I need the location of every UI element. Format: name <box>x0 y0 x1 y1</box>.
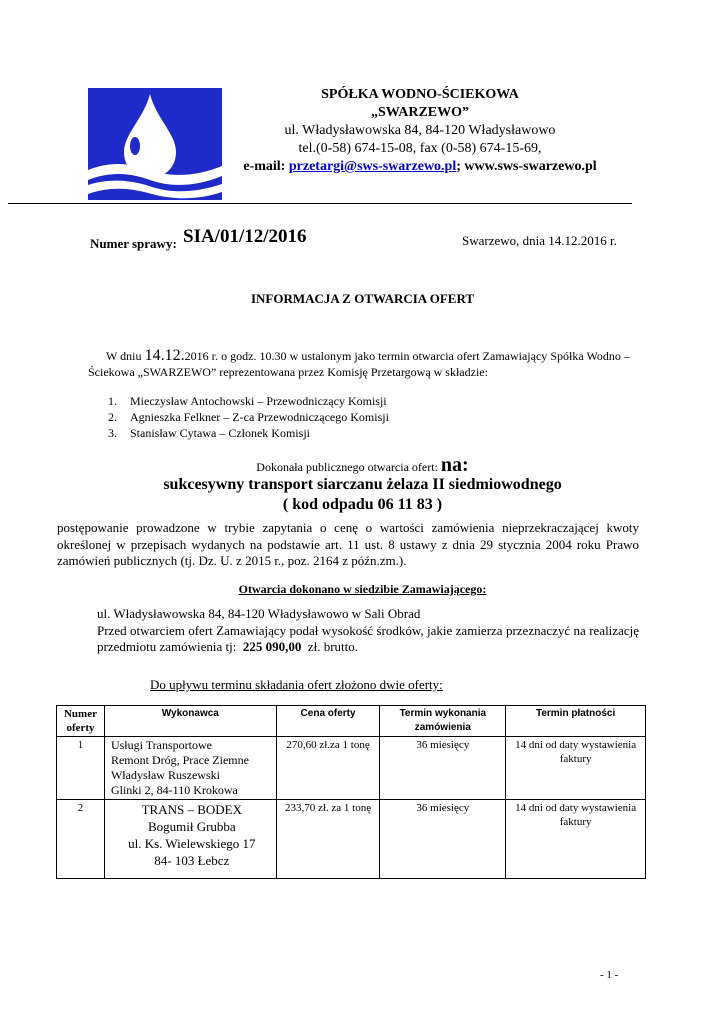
offer-contractor <box>104 737 276 800</box>
email-link[interactable]: przetargi@sws-swarzewo.pl <box>288 159 457 174</box>
offer-payment: 14 dni od daty wystawienia faktury <box>506 737 646 800</box>
header-payment: Termin płatności <box>506 706 646 737</box>
member-name: Mieczysław Antochowski – Przewodniczący Komisji <box>130 394 387 408</box>
contractor-line: Bogumił Grubba <box>147 819 236 834</box>
contractor-line: ul. Ks. Wielewskiego 17 <box>128 836 256 851</box>
offer-term: 36 miesięcy <box>380 800 506 879</box>
offer-contractor <box>104 800 276 879</box>
offer-number: 2 <box>57 800 105 879</box>
contractor-line: Usługi Transportowe <box>110 738 212 752</box>
subject-line1: sukcesywny transport siarczanu żelaza II siedmiowodnego <box>163 476 562 493</box>
table-header-row <box>57 706 646 737</box>
company-contact <box>230 158 610 176</box>
member-number: 2. <box>108 410 117 424</box>
company-line1: SPÓŁKA WODNO-ŚCIEKOWA <box>321 87 519 102</box>
member-name: Stanisław Cytawa – Członek Komisji <box>130 426 310 440</box>
subject-line2: ( kod odpadu 06 11 83 ) <box>282 496 443 513</box>
procedure-paragraph: postępowanie prowadzone w trybie zapytania o cenę o wartości zamówienia nieprzekraczającej kwoty określonej w przepisach wydanych na podstawie art. 11 ust. 8 ustawy z dnia 29 stycznia 2004 roku Prawo zamówień publicznych (tj. Dz. U. z 2015 r., poz. 2164 z późn.zm.). <box>57 520 639 568</box>
contractor-line: Remont Dróg, Prace Ziemne <box>110 753 249 767</box>
opening-statement <box>0 454 725 477</box>
member-number: 1. <box>108 394 117 408</box>
address-block <box>97 606 639 656</box>
header-divider <box>8 203 632 204</box>
offer-price: 233,70 zł. za 1 tonę <box>276 800 380 879</box>
company-logo <box>88 88 222 200</box>
company-phones: tel.(0-58) 674-15-08, fax (0-58) 674-15-69, <box>298 141 542 156</box>
budget-suffix: zł. brutto. <box>307 639 359 654</box>
list-item <box>108 393 389 409</box>
case-number: SIA/01/12/2016 <box>183 226 307 247</box>
company-line2: „SWARZEWO” <box>370 105 470 120</box>
table-row <box>57 800 646 879</box>
header-contractor: Wykonawca <box>104 706 276 737</box>
member-name: Agnieszka Felkner – Z-ca Przewodniczącego Komisji <box>130 410 389 424</box>
budget-amount: 225 090,00 <box>242 639 302 654</box>
website-link[interactable]: www.sws-swarzewo.pl <box>464 159 597 174</box>
intro-paragraph <box>88 348 630 380</box>
intro-text: 2016 r. o godz. 10.30 w ustalonym jako termin otwarcia ofert Zamawiający Spółka Wodno – Ściekowa „SWARZEWO” reprezentowana przez Komisję Przetargową w składzie: <box>88 349 630 379</box>
address-line: ul. Władysławowska 84, 84-120 Władysławowo w Sali Obrad <box>97 606 421 621</box>
contact-separator: ; <box>456 159 461 174</box>
offers-table <box>56 705 646 879</box>
contractor-line: Władysław Ruszewski <box>110 768 220 782</box>
intro-date: 14.12. <box>144 347 185 364</box>
subject <box>0 475 725 515</box>
company-name <box>230 86 610 176</box>
header-number: Numer oferty <box>57 706 105 737</box>
commission-members <box>108 393 389 441</box>
contractor-line: 84- 103 Łebcz <box>154 853 230 868</box>
header-term: Termin wykonania zamówienia <box>380 706 506 737</box>
contractor-line: Glinki 2, 84-110 Krokowa <box>110 783 238 797</box>
list-item <box>108 409 389 425</box>
table-row <box>57 737 646 800</box>
member-number: 3. <box>108 426 117 440</box>
page-number: - 1 - <box>600 969 619 981</box>
email-label: e-mail: <box>243 159 286 174</box>
opened-heading: Otwarcia dokonano w siedzibie Zamawiającego: <box>238 582 487 596</box>
opening-text: Dokonała publicznego otwarcia ofert: <box>256 460 438 474</box>
offer-term: 36 miesięcy <box>380 737 506 800</box>
contractor-line: TRANS – BODEX <box>141 802 243 817</box>
intro-prefix: W dniu <box>106 349 142 363</box>
document-title: INFORMACJA Z OTWARCIA OFERT <box>250 291 475 306</box>
offer-payment: 14 dni od daty wystawienia faktury <box>506 800 646 879</box>
list-item <box>108 425 389 441</box>
budget-text <box>97 623 639 656</box>
budget-description: Przed otwarciem ofert Zamawiający podał wysokość środków, jakie zamierza przeznaczyć na realizację przedmiotu zamówienia tj: <box>97 622 639 654</box>
opening-na: na: <box>440 454 469 476</box>
case-label: Numer sprawy: <box>90 236 177 251</box>
company-address: ul. Władysławowska 84, 84-120 Władysławowo <box>284 123 556 138</box>
city-date: Swarzewo, dnia 14.12.2016 r. <box>462 233 617 248</box>
offers-intro: Do upływu terminu składania ofert złożono dwie oferty: <box>150 677 443 692</box>
offer-number: 1 <box>57 737 105 800</box>
header-price: Cena oferty <box>276 706 380 737</box>
offer-price: 270,60 zł.za 1 tonę <box>276 737 380 800</box>
